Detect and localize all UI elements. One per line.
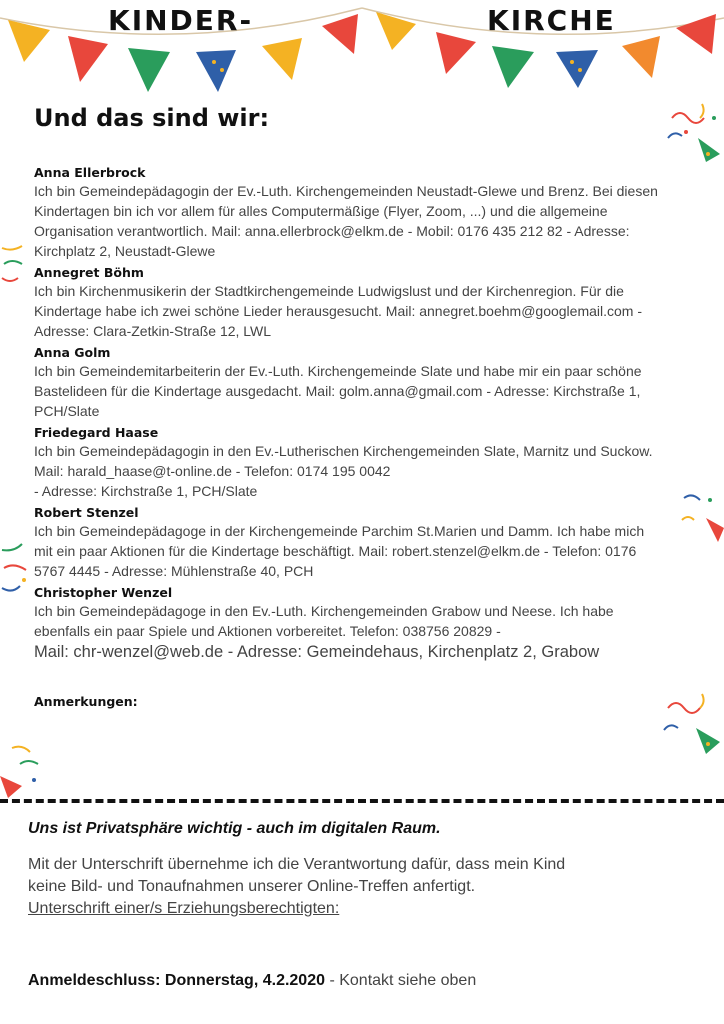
person-description — [34, 181, 689, 261]
text-line: keine Bild- und Tonaufnahmen unserer Online-Treffen anfertigt. — [28, 878, 476, 895]
person-name: Christopher Wenzel — [34, 585, 173, 600]
deadline-contact: - Kontakt siehe oben — [325, 972, 477, 989]
text-line: PCH/Slate — [34, 403, 100, 419]
text-line: Ich bin Gemeindemitarbeiterin der Ev.-Luth. Kirchengemeinde Slate und habe mir ein paar schöne — [34, 363, 642, 379]
text-line: mit ein paar Aktionen für die Kindertage beschäftigt. Mail: robert.stenzel@elkm.de - Telefon: 0176 — [34, 543, 637, 559]
party-popper-icon — [662, 98, 722, 164]
text-line: Mail: harald_haase@t-online.de - Telefon: 0174 195 0042 — [34, 463, 391, 479]
flag — [676, 14, 716, 54]
person-name: Friedegard Haase — [34, 425, 159, 440]
text-line: Ich bin Gemeindepädagogin der Ev.-Luth. Kirchengemeinden Neustadt-Glewe und Brenz. Bei diesen — [34, 183, 658, 199]
title-kirche: KIRCHE — [487, 4, 616, 37]
cut-line-divider — [0, 799, 724, 803]
flag — [622, 36, 660, 78]
text-line: Ich bin Gemeindepädagoge in der Kirchengemeinde Parchim St.Marien und Damm. Ich habe mich — [34, 523, 645, 539]
person-description — [34, 281, 689, 341]
text-line: Organisation verantwortlich. Mail: anna.ellerbrock@elkm.de - Mobil: 0176 435 212 82 - Adresse: — [34, 223, 630, 239]
deadline-date: Anmeldeschluss: Donnerstag, 4.2.2020 — [28, 972, 325, 989]
party-popper-icon — [0, 238, 30, 294]
text-line: ebenfalls ein paar Spiele und Aktionen vorbereitet. Telefon: 038756 20829 - — [34, 623, 501, 639]
flag — [492, 46, 534, 88]
flag — [556, 50, 598, 88]
person-description — [34, 601, 689, 641]
text-line: - Adresse: Kirchstraße 1, PCH/Slate — [34, 483, 258, 499]
person-name: Anna Golm — [34, 345, 111, 360]
flag — [128, 48, 170, 92]
party-popper-icon — [0, 740, 44, 798]
party-popper-icon — [0, 540, 34, 602]
person-entry — [34, 505, 689, 581]
text-line: Kindertagen bin ich vor allem für alles Computermäßige (Flyer, Zoom, ...) und die allgemeine — [34, 203, 608, 219]
person-entry — [34, 165, 689, 261]
person-description — [34, 521, 689, 581]
flag — [436, 32, 476, 74]
privacy-statement — [28, 854, 668, 920]
person-description — [34, 441, 689, 501]
text-line: 5767 4445 - Adresse: Mühlenstraße 40, PCH — [34, 563, 314, 579]
person-description — [34, 361, 689, 421]
text-line: Adresse: Clara-Zetkin-Straße 12, LWL — [34, 323, 272, 339]
page-heading: Und das sind wir: — [34, 104, 270, 132]
text-line: Kindertage habe ich zwei schöne Lieder herausgesucht. Mail: annegret.boehm@googlemail.com - — [34, 303, 643, 319]
title-kinder: KINDER- — [108, 4, 254, 37]
flag — [196, 50, 236, 92]
party-popper-icon — [660, 690, 722, 756]
person-entry — [34, 345, 689, 421]
person-name: Robert Stenzel — [34, 505, 139, 520]
person-entry — [34, 425, 689, 501]
text-line: Ich bin Gemeindepädagogin in den Ev.-Lutherischen Kirchengemeinden Slate, Marnitz und Suckow. — [34, 443, 653, 459]
flag — [68, 36, 108, 82]
person-entry — [34, 585, 689, 663]
flag — [322, 14, 358, 54]
text-line: Kirchplatz 2, Neustadt-Glewe — [34, 243, 216, 259]
text-line: Ich bin Kirchenmusikerin der Stadtkirchengemeinde Ludwigslust und der Kirchenregion. Für die — [34, 283, 624, 299]
person-name: Anna Ellerbrock — [34, 165, 146, 180]
text-line: Bastelideen für die Kindertage ausgedacht. Mail: golm.anna@gmail.com - Adresse: Kirchstraße 1, — [34, 383, 641, 399]
person-entry — [34, 265, 689, 341]
text-line: Mit der Unterschrift übernehme ich die Verantwortung dafür, dass mein Kind — [28, 856, 566, 873]
signature-label: Unterschrift einer/s Erziehungsberechtigten: — [28, 900, 340, 917]
flag — [376, 12, 416, 50]
notes-label: Anmerkungen: — [34, 694, 138, 709]
person-contact-line: Mail: chr-wenzel@web.de - Adresse: Gemeindehaus, Kirchenplatz 2, Grabow — [34, 643, 600, 661]
text-line: Ich bin Gemeindepädagoge in den Ev.-Luth. Kirchengemeinden Grabow und Neese. Ich habe — [34, 603, 614, 619]
privacy-title: Uns ist Privatsphäre wichtig - auch im digitalen Raum. — [28, 820, 441, 837]
flag — [262, 38, 302, 80]
person-name: Annegret Böhm — [34, 265, 144, 280]
registration-deadline — [28, 972, 476, 990]
